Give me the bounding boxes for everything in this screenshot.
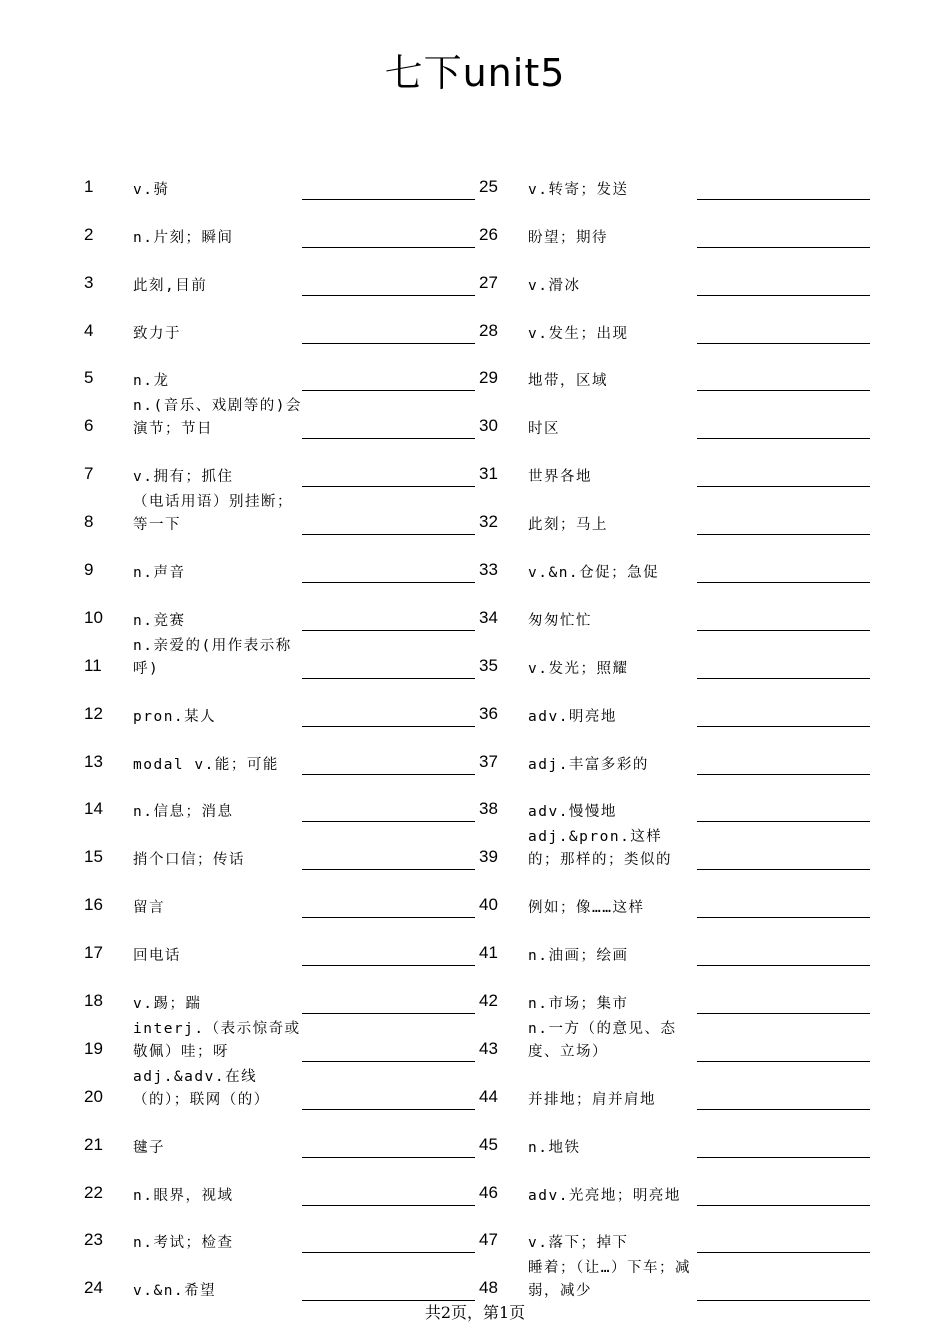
vocab-row — [479, 1116, 874, 1164]
item-definition: 捎个口信；传话 — [133, 852, 245, 869]
vocab-row — [84, 876, 479, 924]
page-footer: 共2页，第1页 — [424, 1303, 526, 1322]
answer-blank[interactable] — [697, 897, 870, 918]
vocab-row — [84, 781, 479, 829]
item-number: 20 — [84, 1086, 103, 1106]
vocab-row — [84, 733, 479, 781]
item-number: 16 — [84, 895, 103, 915]
vocab-row — [479, 493, 874, 541]
vocab-row — [479, 158, 874, 206]
vocab-row — [84, 493, 479, 541]
vocab-row — [479, 1212, 874, 1260]
vocab-row — [84, 1164, 479, 1212]
item-definition: adj.丰富多彩的 — [528, 756, 649, 773]
item-definition: 并排地；肩并肩地 — [528, 1091, 656, 1108]
answer-blank[interactable] — [302, 945, 475, 966]
vocab-row — [84, 302, 479, 350]
answer-blank[interactable] — [302, 801, 475, 822]
item-number: 32 — [479, 512, 498, 532]
item-number: 24 — [84, 1278, 103, 1298]
item-definition: n.眼界，视域 — [133, 1187, 234, 1204]
item-definition: adj.&adv.在线（的）；联网（的） — [133, 1068, 270, 1108]
answer-blank[interactable] — [302, 849, 475, 870]
item-definition: interj.（表示惊奇或敬佩）哇；呀 — [133, 1020, 301, 1060]
item-definition: 匆匆忙忙 — [528, 612, 592, 629]
answer-blank[interactable] — [697, 945, 870, 966]
answer-blank[interactable] — [302, 466, 475, 487]
vocab-row — [479, 637, 874, 685]
answer-blank[interactable] — [697, 754, 870, 775]
answer-blank[interactable] — [302, 1185, 475, 1206]
vocab-row — [479, 781, 874, 829]
vocab-row — [84, 828, 479, 876]
answer-blank[interactable] — [697, 1185, 870, 1206]
item-definition: adv.慢慢地 — [528, 804, 617, 821]
answer-blank[interactable] — [302, 275, 475, 296]
vocab-row — [479, 1164, 874, 1212]
item-number: 5 — [84, 368, 94, 388]
item-number: 1 — [84, 176, 94, 196]
vocab-row — [479, 828, 874, 876]
item-number: 13 — [84, 751, 103, 771]
item-definition: n.一方（的意见、态度、立场） — [528, 1020, 677, 1060]
answer-blank[interactable] — [697, 1089, 870, 1110]
vocab-row — [479, 972, 874, 1020]
vocab-row — [84, 158, 479, 206]
item-number: 12 — [84, 703, 103, 723]
item-number: 21 — [84, 1134, 103, 1154]
item-number: 44 — [479, 1086, 498, 1106]
answer-blank[interactable] — [302, 562, 475, 583]
item-definition: adv.明亮地 — [528, 708, 617, 725]
answer-blank[interactable] — [697, 179, 870, 200]
answer-blank[interactable] — [302, 227, 475, 248]
vocab-row — [479, 924, 874, 972]
vocab-row — [479, 685, 874, 733]
item-definition: 留言 — [133, 900, 165, 917]
item-number: 42 — [479, 991, 498, 1011]
item-number: 38 — [479, 799, 498, 819]
vocab-row — [479, 206, 874, 254]
item-number: 27 — [479, 272, 498, 292]
vocab-row — [479, 541, 874, 589]
vocab-row — [84, 206, 479, 254]
item-number: 14 — [84, 799, 103, 819]
item-definition: v.滑冰 — [528, 277, 581, 294]
answer-blank[interactable] — [697, 658, 870, 679]
item-number: 46 — [479, 1182, 498, 1202]
vocab-row — [479, 1068, 874, 1116]
item-number: 23 — [84, 1230, 103, 1250]
item-number: 10 — [84, 607, 103, 627]
vocab-row — [84, 1020, 479, 1068]
item-number: 35 — [479, 655, 498, 675]
item-definition: modal v.能；可能 — [133, 756, 279, 773]
right-column — [479, 158, 874, 1307]
item-number: 28 — [479, 320, 498, 340]
vocab-row — [84, 685, 479, 733]
answer-blank[interactable] — [302, 897, 475, 918]
item-number: 34 — [479, 607, 498, 627]
item-number: 40 — [479, 895, 498, 915]
item-number: 39 — [479, 847, 498, 867]
vocab-row — [479, 589, 874, 637]
item-definition: 时区 — [528, 421, 560, 438]
vocab-row — [479, 445, 874, 493]
item-definition: 致力于 — [133, 325, 181, 342]
item-number: 8 — [84, 512, 94, 532]
item-number: 36 — [479, 703, 498, 723]
answer-blank[interactable] — [697, 1280, 870, 1301]
item-number: 48 — [479, 1278, 498, 1298]
item-definition: n.龙 — [133, 373, 170, 390]
answer-blank[interactable] — [697, 275, 870, 296]
item-definition: n.竞赛 — [133, 612, 186, 629]
item-definition: n.声音 — [133, 565, 186, 582]
answer-blank[interactable] — [697, 993, 870, 1014]
item-number: 47 — [479, 1230, 498, 1250]
answer-blank[interactable] — [697, 562, 870, 583]
answer-blank[interactable] — [697, 1041, 870, 1062]
answer-blank[interactable] — [302, 1041, 475, 1062]
vocab-row — [479, 302, 874, 350]
vocab-row — [84, 541, 479, 589]
item-number: 17 — [84, 943, 103, 963]
answer-blank[interactable] — [697, 418, 870, 439]
item-definition: n.市场；集市 — [528, 996, 629, 1013]
answer-blank[interactable] — [302, 610, 475, 631]
answer-blank[interactable] — [697, 801, 870, 822]
item-definition: 地带，区域 — [528, 373, 608, 390]
item-definition: n.地铁 — [528, 1139, 581, 1156]
answer-blank[interactable] — [302, 1232, 475, 1253]
answer-blank[interactable] — [302, 754, 475, 775]
answer-blank[interactable] — [302, 179, 475, 200]
vocab-row — [84, 1116, 479, 1164]
item-definition: n.油画；绘画 — [528, 948, 629, 965]
answer-blank[interactable] — [697, 466, 870, 487]
item-definition: 世界各地 — [528, 469, 592, 486]
answer-blank[interactable] — [697, 849, 870, 870]
vocab-row — [84, 924, 479, 972]
item-number: 18 — [84, 991, 103, 1011]
item-definition: 回电话 — [133, 948, 181, 965]
item-definition: pron.某人 — [133, 708, 217, 725]
vocab-row — [84, 445, 479, 493]
item-definition: 例如；像……这样 — [528, 900, 645, 917]
vocab-row — [84, 589, 479, 637]
page-title: 七下unit5 — [384, 51, 566, 95]
item-number: 33 — [479, 560, 498, 580]
vocab-row — [84, 1212, 479, 1260]
item-number: 2 — [84, 224, 94, 244]
item-definition: 睡着；（让…）下车；减弱，减少 — [528, 1260, 691, 1300]
answer-blank[interactable] — [302, 993, 475, 1014]
item-definition: 盼望；期待 — [528, 229, 608, 246]
answer-blank[interactable] — [697, 706, 870, 727]
item-definition: v.发光；照耀 — [528, 660, 629, 677]
item-definition: 此刻；马上 — [528, 517, 608, 534]
item-number: 7 — [84, 464, 94, 484]
item-definition: v.骑 — [133, 181, 170, 198]
item-definition: v.拥有；抓住 — [133, 469, 234, 486]
answer-blank[interactable] — [697, 370, 870, 391]
item-definition: adj.&pron.这样的；那样的；类似的 — [528, 829, 672, 869]
answer-blank[interactable] — [302, 706, 475, 727]
item-number: 3 — [84, 272, 94, 292]
item-number: 22 — [84, 1182, 103, 1202]
item-number: 45 — [479, 1134, 498, 1154]
item-definition: 此刻,目前 — [133, 277, 208, 294]
vocab-row — [84, 1068, 479, 1116]
vocab-row — [479, 254, 874, 302]
answer-blank[interactable] — [697, 514, 870, 535]
answer-blank[interactable] — [302, 1137, 475, 1158]
vocab-row — [84, 350, 479, 398]
item-definition: v.&n.仓促；急促 — [528, 565, 660, 582]
item-number: 26 — [479, 224, 498, 244]
item-definition: n.亲爱的(用作表示称呼) — [133, 637, 292, 677]
item-number: 43 — [479, 1038, 498, 1058]
answer-blank[interactable] — [302, 370, 475, 391]
answer-blank[interactable] — [302, 1089, 475, 1110]
item-definition: v.&n.希望 — [133, 1283, 217, 1300]
item-number: 41 — [479, 943, 498, 963]
item-definition: n.片刻；瞬间 — [133, 229, 234, 246]
vocab-row — [84, 254, 479, 302]
item-definition: 毽子 — [133, 1139, 165, 1156]
item-number: 9 — [84, 560, 94, 580]
item-number: 11 — [84, 655, 102, 675]
item-definition: adv.光亮地；明亮地 — [528, 1187, 681, 1204]
item-number: 4 — [84, 320, 94, 340]
answer-blank[interactable] — [697, 323, 870, 344]
answer-blank[interactable] — [697, 1137, 870, 1158]
item-number: 15 — [84, 847, 103, 867]
vocab-row — [479, 1020, 874, 1068]
item-number: 30 — [479, 416, 498, 436]
vocab-row — [84, 972, 479, 1020]
answer-blank[interactable] — [697, 227, 870, 248]
item-number: 25 — [479, 176, 498, 196]
item-definition: n.考试；检查 — [133, 1235, 234, 1252]
vocab-row — [84, 397, 479, 445]
answer-blank[interactable] — [697, 610, 870, 631]
vocab-row — [84, 637, 479, 685]
item-definition: n.(音乐、戏剧等的)会演节；节日 — [133, 398, 302, 438]
item-definition: n.信息；消息 — [133, 804, 234, 821]
vocab-row — [479, 397, 874, 445]
item-definition: v.转寄；发送 — [528, 181, 629, 198]
item-definition: v.踢；踹 — [133, 996, 202, 1013]
vocab-row — [479, 876, 874, 924]
item-definition: v.发生；出现 — [528, 325, 629, 342]
item-number: 6 — [84, 416, 94, 436]
vocab-row — [479, 350, 874, 398]
answer-blank[interactable] — [302, 1280, 475, 1301]
answer-blank[interactable] — [302, 323, 475, 344]
item-definition: （电话用语）别挂断；等一下 — [133, 494, 293, 534]
answer-blank[interactable] — [697, 1232, 870, 1253]
answer-blank[interactable] — [302, 418, 475, 439]
item-number: 29 — [479, 368, 498, 388]
answer-blank[interactable] — [302, 658, 475, 679]
item-definition: v.落下；掉下 — [528, 1235, 629, 1252]
answer-blank[interactable] — [302, 514, 475, 535]
item-number: 31 — [479, 464, 498, 484]
left-column — [84, 158, 479, 1307]
item-number: 19 — [84, 1038, 103, 1058]
item-number: 37 — [479, 751, 498, 771]
vocab-row — [479, 733, 874, 781]
